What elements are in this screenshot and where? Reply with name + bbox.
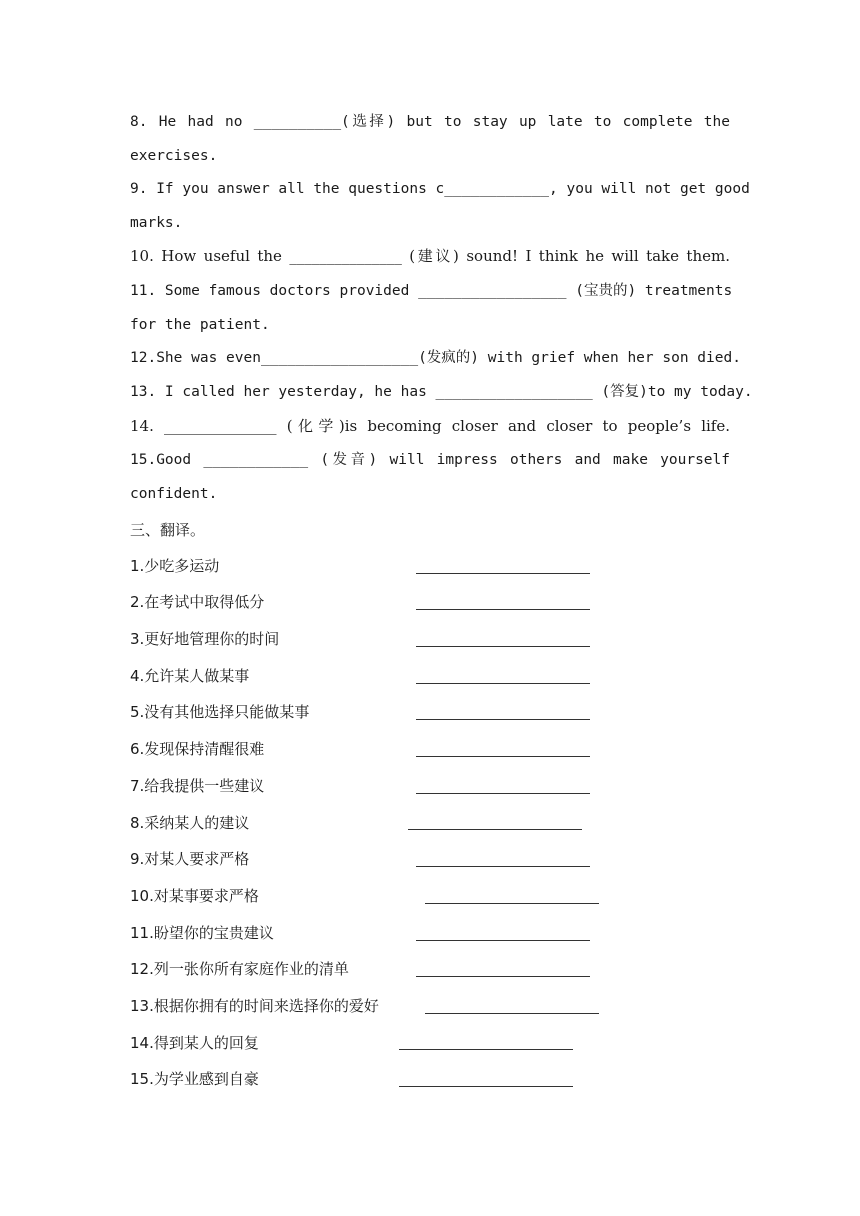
translation-item-10: 10.对某事要求严格	[130, 887, 259, 905]
translation-item-7: 7.给我提供一些建议	[130, 777, 265, 795]
answer-line-3[interactable]	[416, 646, 590, 647]
answer-line-11[interactable]	[416, 940, 590, 941]
question-9-line1: 9. If you answer all the questions c____________, you will not get good	[130, 181, 750, 197]
translation-item-8: 8.采纳某人的建议	[130, 814, 250, 832]
translation-item-3: 3.更好地管理你的时间	[130, 630, 280, 648]
translation-item-12: 12.列一张你所有家庭作业的清单	[130, 960, 349, 978]
question-11-line2: for the patient.	[130, 317, 270, 333]
translation-item-1: 1.少吃多运动	[130, 557, 220, 575]
answer-line-6[interactable]	[416, 756, 590, 757]
answer-line-13[interactable]	[425, 1013, 599, 1014]
question-14-line1: 14. _______________ (化学)is becoming closer and closer to people’s life.	[130, 417, 730, 435]
translation-item-11: 11.盼望你的宝贵建议	[130, 924, 274, 942]
answer-line-15[interactable]	[399, 1086, 573, 1087]
question-10-line1: 10. How useful the _______________ (建议) sound! I think he will take them.	[130, 247, 730, 265]
question-12-line1: 12.She was even__________________(发疯的) with grief when her son died.	[130, 350, 741, 366]
answer-line-10[interactable]	[425, 903, 599, 904]
question-15-line2: confident.	[130, 486, 218, 502]
translation-item-15: 15.为学业感到自豪	[130, 1070, 259, 1088]
question-13-line1: 13. I called her yesterday, he has __________________ (答复)to my today.	[130, 384, 753, 400]
question-11-line1: 11. Some famous doctors provided _________________ (宝贵的) treatments	[130, 283, 733, 299]
answer-line-1[interactable]	[416, 573, 590, 574]
translation-item-6: 6.发现保持清醒很难	[130, 740, 265, 758]
answer-line-5[interactable]	[416, 719, 590, 720]
answer-line-2[interactable]	[416, 609, 590, 610]
question-15-line1: 15.Good ____________ (发音) will impress others and make yourself	[130, 452, 730, 468]
translation-item-4: 4.允许某人做某事	[130, 667, 250, 685]
answer-line-12[interactable]	[416, 976, 590, 977]
translation-item-9: 9.对某人要求严格	[130, 850, 250, 868]
translation-item-14: 14.得到某人的回复	[130, 1034, 259, 1052]
translation-item-13: 13.根据你拥有的时间来选择你的爱好	[130, 997, 379, 1015]
answer-line-4[interactable]	[416, 683, 590, 684]
question-9-line2: marks.	[130, 215, 183, 231]
answer-line-9[interactable]	[416, 866, 590, 867]
section-title-translation: 三、翻译。	[130, 521, 206, 539]
answer-line-7[interactable]	[416, 793, 590, 794]
question-8-line2: exercises.	[130, 148, 218, 164]
answer-line-14[interactable]	[399, 1049, 573, 1050]
answer-line-8[interactable]	[408, 829, 582, 830]
translation-item-5: 5.没有其他选择只能做某事	[130, 703, 310, 721]
question-8-line1: 8. He had no __________(选择) but to stay up late to complete the	[130, 114, 730, 130]
translation-item-2: 2.在考试中取得低分	[130, 593, 265, 611]
